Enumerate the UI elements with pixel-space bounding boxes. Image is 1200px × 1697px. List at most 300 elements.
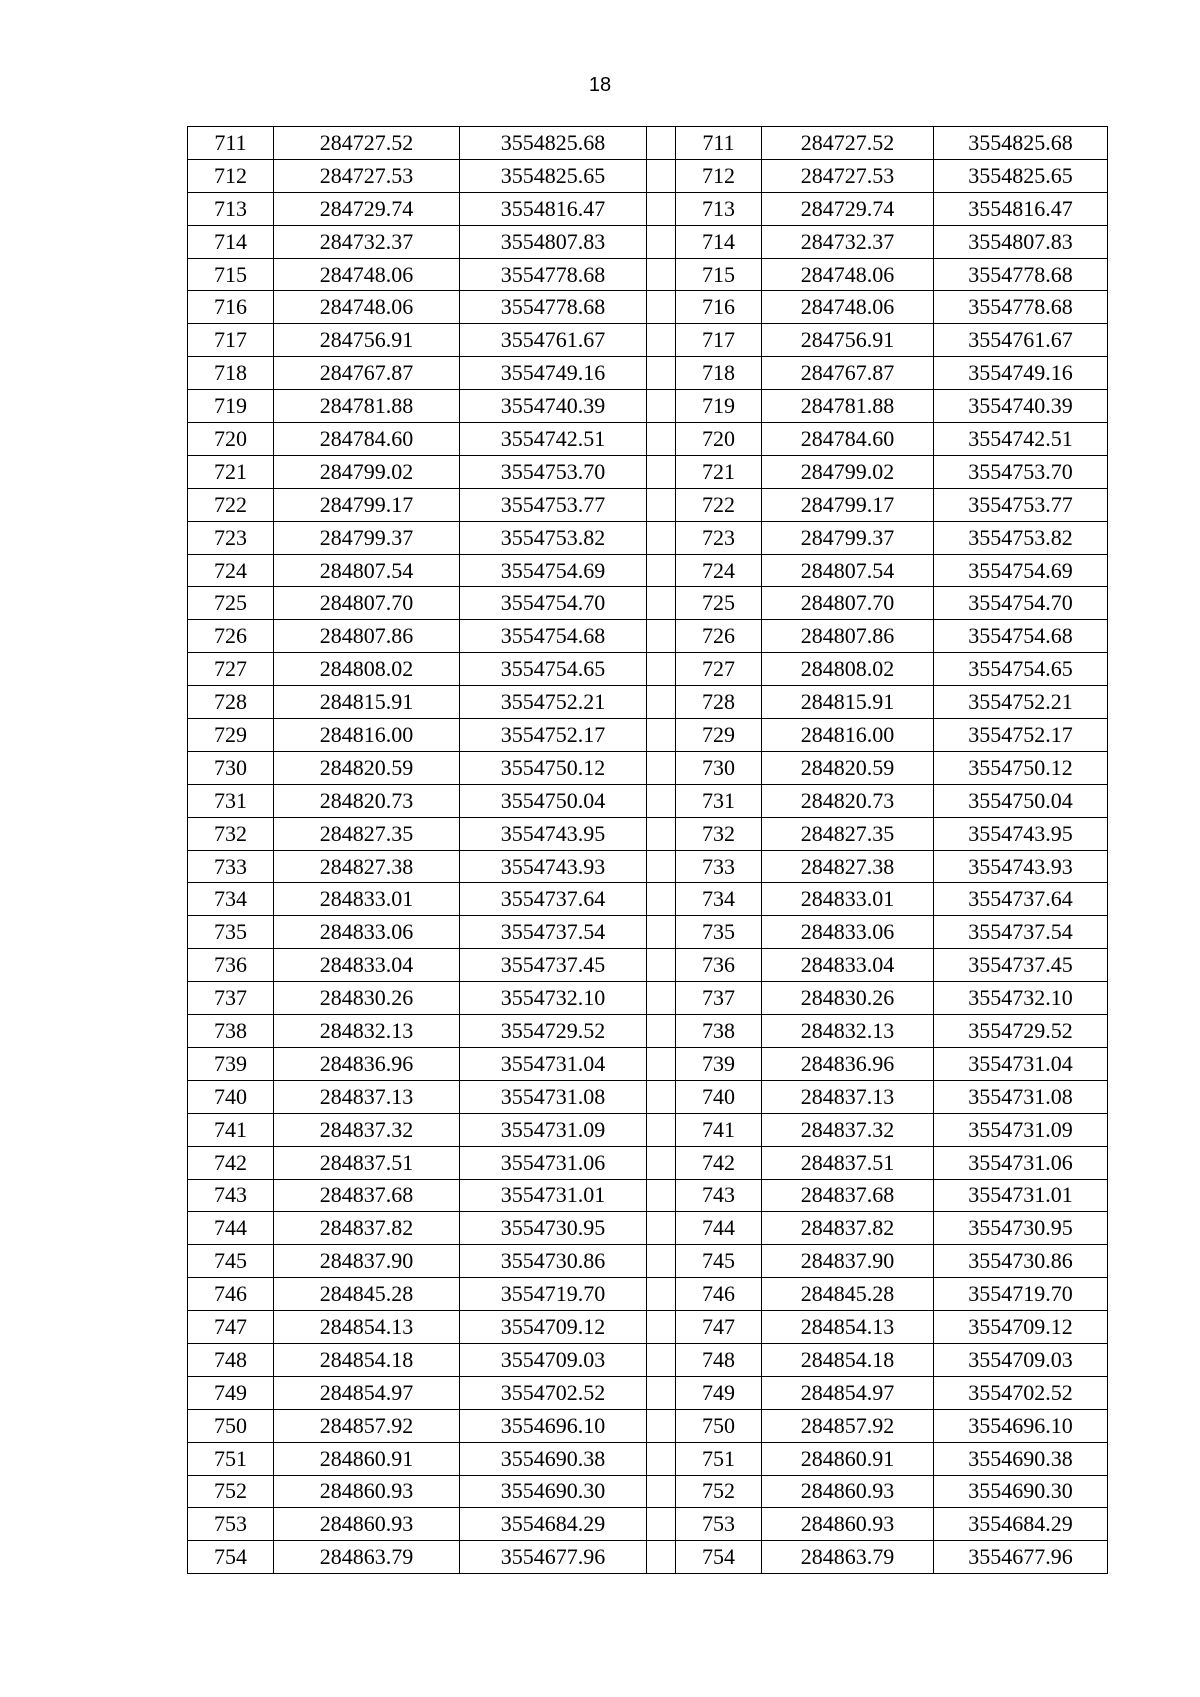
left-y-coordinate: 3554709.03 [460, 1343, 647, 1376]
right-x-coordinate: 284748.06 [762, 258, 934, 291]
right-point-id: 733 [676, 850, 762, 883]
right-x-coordinate: 284784.60 [762, 423, 934, 456]
left-y-coordinate: 3554702.52 [460, 1376, 647, 1409]
left-point-id: 714 [188, 225, 274, 258]
right-x-coordinate: 284833.04 [762, 949, 934, 982]
left-x-coordinate: 284756.91 [274, 324, 460, 357]
left-y-coordinate: 3554778.68 [460, 291, 647, 324]
spacer-cell [647, 1278, 676, 1311]
right-point-id: 736 [676, 949, 762, 982]
right-y-coordinate: 3554778.68 [934, 258, 1108, 291]
table-row [188, 686, 1108, 719]
table-row [188, 225, 1108, 258]
left-x-coordinate: 284732.37 [274, 225, 460, 258]
left-y-coordinate: 3554754.69 [460, 554, 647, 587]
right-y-coordinate: 3554731.09 [934, 1113, 1108, 1146]
spacer-cell [647, 1179, 676, 1212]
right-point-id: 730 [676, 751, 762, 784]
left-x-coordinate: 284767.87 [274, 357, 460, 390]
right-x-coordinate: 284729.74 [762, 192, 934, 225]
right-point-id: 751 [676, 1442, 762, 1475]
left-y-coordinate: 3554742.51 [460, 423, 647, 456]
spacer-cell [647, 1541, 676, 1574]
right-y-coordinate: 3554690.30 [934, 1475, 1108, 1508]
right-x-coordinate: 284732.37 [762, 225, 934, 258]
right-y-coordinate: 3554702.52 [934, 1376, 1108, 1409]
left-x-coordinate: 284816.00 [274, 719, 460, 752]
right-x-coordinate: 284820.73 [762, 784, 934, 817]
right-y-coordinate: 3554737.45 [934, 949, 1108, 982]
spacer-cell [647, 390, 676, 423]
right-y-coordinate: 3554709.12 [934, 1311, 1108, 1344]
right-x-coordinate: 284860.91 [762, 1442, 934, 1475]
right-y-coordinate: 3554719.70 [934, 1278, 1108, 1311]
right-x-coordinate: 284827.35 [762, 817, 934, 850]
left-x-coordinate: 284860.93 [274, 1475, 460, 1508]
left-point-id: 724 [188, 554, 274, 587]
right-y-coordinate: 3554753.82 [934, 521, 1108, 554]
spacer-cell [647, 883, 676, 916]
spacer-cell [647, 1015, 676, 1048]
left-x-coordinate: 284827.38 [274, 850, 460, 883]
left-y-coordinate: 3554732.10 [460, 982, 647, 1015]
right-point-id: 719 [676, 390, 762, 423]
left-x-coordinate: 284854.18 [274, 1343, 460, 1376]
left-x-coordinate: 284808.02 [274, 653, 460, 686]
right-x-coordinate: 284837.82 [762, 1212, 934, 1245]
spacer-cell [647, 850, 676, 883]
right-x-coordinate: 284854.13 [762, 1311, 934, 1344]
left-point-id: 716 [188, 291, 274, 324]
right-x-coordinate: 284820.59 [762, 751, 934, 784]
spacer-cell [647, 1080, 676, 1113]
left-x-coordinate: 284833.04 [274, 949, 460, 982]
table-row [188, 357, 1108, 390]
left-x-coordinate: 284837.51 [274, 1146, 460, 1179]
left-point-id: 731 [188, 784, 274, 817]
left-y-coordinate: 3554825.68 [460, 127, 647, 160]
right-point-id: 721 [676, 455, 762, 488]
left-x-coordinate: 284827.35 [274, 817, 460, 850]
left-point-id: 736 [188, 949, 274, 982]
table-row [188, 916, 1108, 949]
left-x-coordinate: 284748.06 [274, 258, 460, 291]
table-row [188, 784, 1108, 817]
right-x-coordinate: 284854.97 [762, 1376, 934, 1409]
right-y-coordinate: 3554754.68 [934, 620, 1108, 653]
right-point-id: 723 [676, 521, 762, 554]
right-y-coordinate: 3554742.51 [934, 423, 1108, 456]
right-point-id: 717 [676, 324, 762, 357]
table-body [188, 127, 1108, 1574]
left-x-coordinate: 284807.70 [274, 587, 460, 620]
right-y-coordinate: 3554731.04 [934, 1047, 1108, 1080]
left-x-coordinate: 284820.73 [274, 784, 460, 817]
left-x-coordinate: 284836.96 [274, 1047, 460, 1080]
left-point-id: 747 [188, 1311, 274, 1344]
left-x-coordinate: 284815.91 [274, 686, 460, 719]
spacer-cell [647, 1113, 676, 1146]
table-row [188, 324, 1108, 357]
left-y-coordinate: 3554753.82 [460, 521, 647, 554]
right-point-id: 746 [676, 1278, 762, 1311]
left-y-coordinate: 3554750.04 [460, 784, 647, 817]
right-point-id: 726 [676, 620, 762, 653]
spacer-cell [647, 1475, 676, 1508]
left-x-coordinate: 284807.86 [274, 620, 460, 653]
right-y-coordinate: 3554743.95 [934, 817, 1108, 850]
table-row [188, 1278, 1108, 1311]
left-x-coordinate: 284729.74 [274, 192, 460, 225]
left-y-coordinate: 3554731.09 [460, 1113, 647, 1146]
left-x-coordinate: 284799.37 [274, 521, 460, 554]
right-x-coordinate: 284836.96 [762, 1047, 934, 1080]
right-point-id: 725 [676, 587, 762, 620]
right-point-id: 727 [676, 653, 762, 686]
right-x-coordinate: 284832.13 [762, 1015, 934, 1048]
right-point-id: 731 [676, 784, 762, 817]
left-point-id: 721 [188, 455, 274, 488]
right-y-coordinate: 3554740.39 [934, 390, 1108, 423]
table-row [188, 1080, 1108, 1113]
spacer-cell [647, 817, 676, 850]
right-y-coordinate: 3554732.10 [934, 982, 1108, 1015]
left-x-coordinate: 284727.52 [274, 127, 460, 160]
left-x-coordinate: 284830.26 [274, 982, 460, 1015]
left-x-coordinate: 284784.60 [274, 423, 460, 456]
right-point-id: 712 [676, 159, 762, 192]
right-x-coordinate: 284756.91 [762, 324, 934, 357]
table-row [188, 1179, 1108, 1212]
right-point-id: 738 [676, 1015, 762, 1048]
right-y-coordinate: 3554754.65 [934, 653, 1108, 686]
left-point-id: 726 [188, 620, 274, 653]
right-x-coordinate: 284837.51 [762, 1146, 934, 1179]
right-point-id: 716 [676, 291, 762, 324]
spacer-cell [647, 423, 676, 456]
right-point-id: 743 [676, 1179, 762, 1212]
spacer-cell [647, 554, 676, 587]
right-point-id: 720 [676, 423, 762, 456]
left-point-id: 749 [188, 1376, 274, 1409]
table-row [188, 587, 1108, 620]
left-y-coordinate: 3554778.68 [460, 258, 647, 291]
left-point-id: 737 [188, 982, 274, 1015]
left-x-coordinate: 284832.13 [274, 1015, 460, 1048]
right-x-coordinate: 284799.37 [762, 521, 934, 554]
right-point-id: 747 [676, 1311, 762, 1344]
right-y-coordinate: 3554753.70 [934, 455, 1108, 488]
right-y-coordinate: 3554737.54 [934, 916, 1108, 949]
left-point-id: 754 [188, 1541, 274, 1574]
spacer-cell [647, 916, 676, 949]
right-x-coordinate: 284837.13 [762, 1080, 934, 1113]
left-x-coordinate: 284837.82 [274, 1212, 460, 1245]
right-point-id: 718 [676, 357, 762, 390]
left-x-coordinate: 284799.02 [274, 455, 460, 488]
right-x-coordinate: 284808.02 [762, 653, 934, 686]
spacer-cell [647, 1343, 676, 1376]
right-x-coordinate: 284833.01 [762, 883, 934, 916]
right-x-coordinate: 284807.54 [762, 554, 934, 587]
right-y-coordinate: 3554737.64 [934, 883, 1108, 916]
right-point-id: 737 [676, 982, 762, 1015]
right-y-coordinate: 3554778.68 [934, 291, 1108, 324]
left-point-id: 723 [188, 521, 274, 554]
left-y-coordinate: 3554730.86 [460, 1245, 647, 1278]
right-point-id: 711 [676, 127, 762, 160]
right-point-id: 740 [676, 1080, 762, 1113]
table-row [188, 159, 1108, 192]
table-row [188, 850, 1108, 883]
right-y-coordinate: 3554690.38 [934, 1442, 1108, 1475]
right-x-coordinate: 284833.06 [762, 916, 934, 949]
table-row [188, 1146, 1108, 1179]
table-row [188, 291, 1108, 324]
left-x-coordinate: 284857.92 [274, 1409, 460, 1442]
right-x-coordinate: 284830.26 [762, 982, 934, 1015]
left-point-id: 750 [188, 1409, 274, 1442]
table-row [188, 1442, 1108, 1475]
right-x-coordinate: 284860.93 [762, 1475, 934, 1508]
left-x-coordinate: 284833.06 [274, 916, 460, 949]
left-x-coordinate: 284860.93 [274, 1508, 460, 1541]
left-y-coordinate: 3554737.45 [460, 949, 647, 982]
right-x-coordinate: 284781.88 [762, 390, 934, 423]
right-point-id: 713 [676, 192, 762, 225]
right-point-id: 728 [676, 686, 762, 719]
left-point-id: 733 [188, 850, 274, 883]
spacer-cell [647, 1047, 676, 1080]
right-y-coordinate: 3554677.96 [934, 1541, 1108, 1574]
table-row [188, 1245, 1108, 1278]
left-y-coordinate: 3554737.64 [460, 883, 647, 916]
right-x-coordinate: 284815.91 [762, 686, 934, 719]
table-row [188, 949, 1108, 982]
right-y-coordinate: 3554731.01 [934, 1179, 1108, 1212]
right-x-coordinate: 284748.06 [762, 291, 934, 324]
left-point-id: 717 [188, 324, 274, 357]
right-point-id: 722 [676, 488, 762, 521]
left-x-coordinate: 284845.28 [274, 1278, 460, 1311]
table-row [188, 751, 1108, 784]
left-point-id: 739 [188, 1047, 274, 1080]
left-point-id: 745 [188, 1245, 274, 1278]
left-point-id: 752 [188, 1475, 274, 1508]
right-x-coordinate: 284727.52 [762, 127, 934, 160]
table-row [188, 423, 1108, 456]
spacer-cell [647, 1409, 676, 1442]
left-point-id: 735 [188, 916, 274, 949]
right-x-coordinate: 284799.17 [762, 488, 934, 521]
left-y-coordinate: 3554749.16 [460, 357, 647, 390]
right-point-id: 745 [676, 1245, 762, 1278]
right-x-coordinate: 284845.28 [762, 1278, 934, 1311]
spacer-cell [647, 1508, 676, 1541]
right-point-id: 715 [676, 258, 762, 291]
left-y-coordinate: 3554752.21 [460, 686, 647, 719]
spacer-cell [647, 127, 676, 160]
left-point-id: 753 [188, 1508, 274, 1541]
left-y-coordinate: 3554719.70 [460, 1278, 647, 1311]
right-point-id: 732 [676, 817, 762, 850]
left-y-coordinate: 3554740.39 [460, 390, 647, 423]
left-point-id: 719 [188, 390, 274, 423]
left-x-coordinate: 284860.91 [274, 1442, 460, 1475]
left-x-coordinate: 284799.17 [274, 488, 460, 521]
table-row [188, 1047, 1108, 1080]
right-point-id: 735 [676, 916, 762, 949]
left-y-coordinate: 3554731.01 [460, 1179, 647, 1212]
right-y-coordinate: 3554754.70 [934, 587, 1108, 620]
left-point-id: 741 [188, 1113, 274, 1146]
spacer-cell [647, 982, 676, 1015]
left-y-coordinate: 3554753.70 [460, 455, 647, 488]
left-point-id: 729 [188, 719, 274, 752]
spacer-cell [647, 291, 676, 324]
left-x-coordinate: 284837.32 [274, 1113, 460, 1146]
right-x-coordinate: 284837.68 [762, 1179, 934, 1212]
spacer-cell [647, 225, 676, 258]
table-row [188, 1015, 1108, 1048]
spacer-cell [647, 784, 676, 817]
left-x-coordinate: 284807.54 [274, 554, 460, 587]
spacer-cell [647, 1245, 676, 1278]
table-row [188, 127, 1108, 160]
right-point-id: 729 [676, 719, 762, 752]
left-x-coordinate: 284781.88 [274, 390, 460, 423]
left-x-coordinate: 284837.68 [274, 1179, 460, 1212]
spacer-cell [647, 488, 676, 521]
left-y-coordinate: 3554731.08 [460, 1080, 647, 1113]
left-y-coordinate: 3554709.12 [460, 1311, 647, 1344]
left-y-coordinate: 3554729.52 [460, 1015, 647, 1048]
left-x-coordinate: 284748.06 [274, 291, 460, 324]
left-y-coordinate: 3554743.95 [460, 817, 647, 850]
right-x-coordinate: 284727.53 [762, 159, 934, 192]
right-point-id: 748 [676, 1343, 762, 1376]
right-x-coordinate: 284807.86 [762, 620, 934, 653]
spacer-cell [647, 324, 676, 357]
spacer-cell [647, 1376, 676, 1409]
right-y-coordinate: 3554750.04 [934, 784, 1108, 817]
right-x-coordinate: 284837.32 [762, 1113, 934, 1146]
right-point-id: 734 [676, 883, 762, 916]
left-point-id: 712 [188, 159, 274, 192]
left-point-id: 720 [188, 423, 274, 456]
spacer-cell [647, 949, 676, 982]
left-point-id: 740 [188, 1080, 274, 1113]
right-y-coordinate: 3554749.16 [934, 357, 1108, 390]
table-row [188, 1113, 1108, 1146]
spacer-cell [647, 1311, 676, 1344]
left-y-coordinate: 3554737.54 [460, 916, 647, 949]
right-y-coordinate: 3554709.03 [934, 1343, 1108, 1376]
spacer-cell [647, 159, 676, 192]
left-point-id: 748 [188, 1343, 274, 1376]
right-point-id: 741 [676, 1113, 762, 1146]
right-x-coordinate: 284857.92 [762, 1409, 934, 1442]
right-y-coordinate: 3554730.95 [934, 1212, 1108, 1245]
spacer-cell [647, 357, 676, 390]
spacer-cell [647, 719, 676, 752]
left-point-id: 718 [188, 357, 274, 390]
table-row [188, 982, 1108, 1015]
right-y-coordinate: 3554807.83 [934, 225, 1108, 258]
table-row [188, 1311, 1108, 1344]
left-point-id: 734 [188, 883, 274, 916]
spacer-cell [647, 751, 676, 784]
left-y-coordinate: 3554825.65 [460, 159, 647, 192]
left-x-coordinate: 284833.01 [274, 883, 460, 916]
table-row [188, 620, 1108, 653]
left-point-id: 711 [188, 127, 274, 160]
table-row [188, 192, 1108, 225]
table-row [188, 554, 1108, 587]
right-x-coordinate: 284807.70 [762, 587, 934, 620]
spacer-cell [647, 258, 676, 291]
right-y-coordinate: 3554753.77 [934, 488, 1108, 521]
right-y-coordinate: 3554750.12 [934, 751, 1108, 784]
spacer-cell [647, 521, 676, 554]
right-y-coordinate: 3554684.29 [934, 1508, 1108, 1541]
left-x-coordinate: 284820.59 [274, 751, 460, 784]
left-point-id: 744 [188, 1212, 274, 1245]
table-row [188, 1376, 1108, 1409]
left-point-id: 727 [188, 653, 274, 686]
left-point-id: 715 [188, 258, 274, 291]
left-x-coordinate: 284863.79 [274, 1541, 460, 1574]
table-row [188, 653, 1108, 686]
spacer-cell [647, 587, 676, 620]
table-row [188, 390, 1108, 423]
right-y-coordinate: 3554752.21 [934, 686, 1108, 719]
right-y-coordinate: 3554731.06 [934, 1146, 1108, 1179]
right-x-coordinate: 284854.18 [762, 1343, 934, 1376]
right-y-coordinate: 3554761.67 [934, 324, 1108, 357]
right-x-coordinate: 284767.87 [762, 357, 934, 390]
left-x-coordinate: 284854.13 [274, 1311, 460, 1344]
left-x-coordinate: 284854.97 [274, 1376, 460, 1409]
left-y-coordinate: 3554731.06 [460, 1146, 647, 1179]
left-point-id: 713 [188, 192, 274, 225]
left-y-coordinate: 3554743.93 [460, 850, 647, 883]
right-x-coordinate: 284827.38 [762, 850, 934, 883]
table-row [188, 1212, 1108, 1245]
left-point-id: 725 [188, 587, 274, 620]
spacer-cell [647, 1442, 676, 1475]
right-y-coordinate: 3554752.17 [934, 719, 1108, 752]
table-row [188, 883, 1108, 916]
right-point-id: 744 [676, 1212, 762, 1245]
right-y-coordinate: 3554729.52 [934, 1015, 1108, 1048]
left-y-coordinate: 3554752.17 [460, 719, 647, 752]
right-point-id: 714 [676, 225, 762, 258]
table-row [188, 817, 1108, 850]
right-y-coordinate: 3554816.47 [934, 192, 1108, 225]
left-y-coordinate: 3554753.77 [460, 488, 647, 521]
left-y-coordinate: 3554731.04 [460, 1047, 647, 1080]
left-y-coordinate: 3554761.67 [460, 324, 647, 357]
right-y-coordinate: 3554696.10 [934, 1409, 1108, 1442]
left-point-id: 732 [188, 817, 274, 850]
right-x-coordinate: 284799.02 [762, 455, 934, 488]
right-y-coordinate: 3554731.08 [934, 1080, 1108, 1113]
right-y-coordinate: 3554730.86 [934, 1245, 1108, 1278]
left-y-coordinate: 3554677.96 [460, 1541, 647, 1574]
right-point-id: 749 [676, 1376, 762, 1409]
spacer-cell [647, 620, 676, 653]
